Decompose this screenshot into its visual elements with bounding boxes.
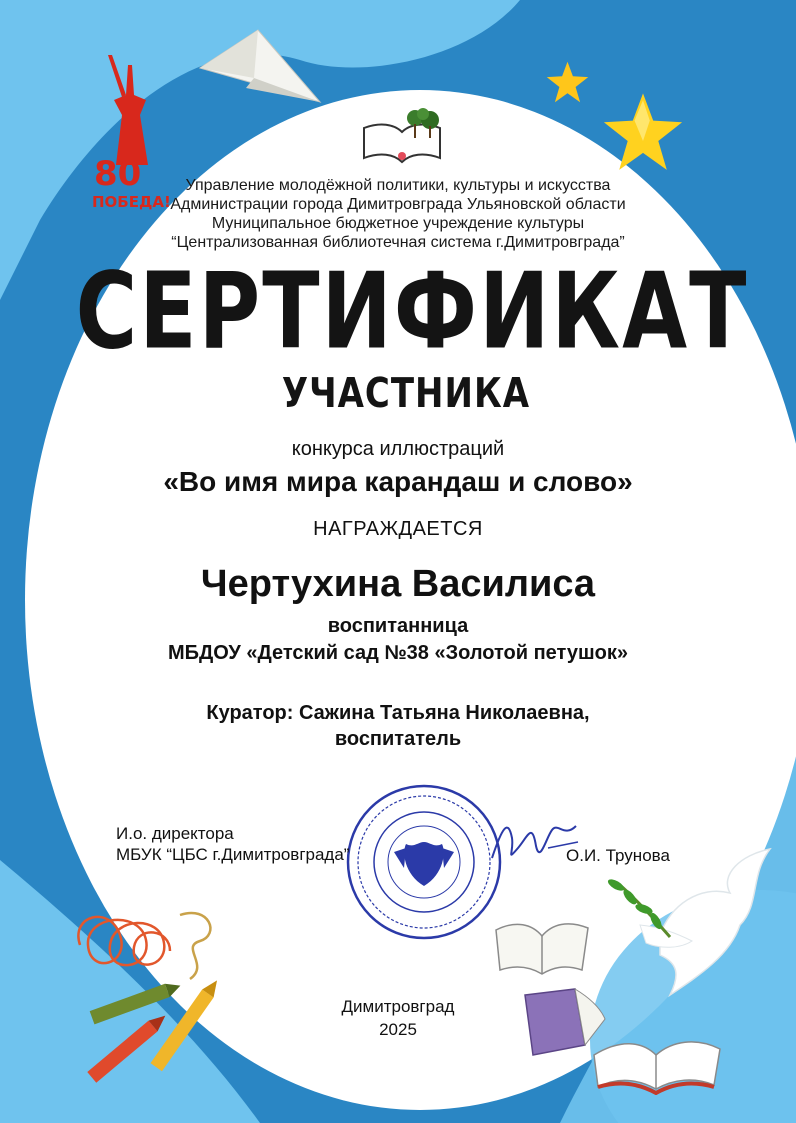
signer-name: О.И. Трунова bbox=[566, 846, 670, 865]
certificate-title: СЕРТИФИКАТ bbox=[75, 249, 749, 373]
org-line: Управление молодёжной политики, культуры и искусства bbox=[185, 177, 611, 194]
star-icon bbox=[598, 90, 688, 175]
contest-intro: конкурса иллюстраций bbox=[291, 438, 505, 460]
signer-position-line1: И.о. директора bbox=[116, 824, 234, 843]
library-logo-icon bbox=[360, 108, 445, 166]
footer-city: Димитровград bbox=[341, 997, 455, 1016]
org-line: Муниципальное бюджетное учреждение культуры bbox=[211, 215, 585, 232]
curator-block bbox=[0, 700, 796, 752]
curator-name: Куратор: Сажина Татьяна Николаевна, bbox=[206, 702, 590, 724]
footer-year: 2025 bbox=[379, 1020, 417, 1039]
curator-position: воспитатель bbox=[334, 728, 462, 750]
org-line: “Централизованная библиотечная система г.Димитровграда” bbox=[171, 234, 625, 251]
official-stamp bbox=[344, 782, 504, 942]
book-icon bbox=[492, 910, 592, 980]
org-line: Администрации города Димитровграда Ульяновской области bbox=[170, 196, 626, 213]
badge-number: 80 bbox=[94, 154, 142, 194]
awarded-label: НАГРАЖДАЕТСЯ bbox=[313, 518, 483, 540]
badge-text: ПОБЕДА! bbox=[92, 193, 171, 211]
signer-position bbox=[116, 823, 349, 865]
star-icon bbox=[545, 60, 590, 105]
dove-icon bbox=[600, 845, 775, 1010]
signer-position-line2: МБУК “ЦБС г.Димитровграда” bbox=[116, 845, 350, 864]
recipient-organization: МБДОУ «Детский сад №38 «Золотой петушок» bbox=[168, 642, 628, 664]
organization-header bbox=[0, 176, 796, 252]
paper-plane-icon bbox=[198, 28, 323, 108]
recipient-role: воспитанница bbox=[327, 615, 469, 637]
footer-block bbox=[0, 995, 796, 1041]
certificate-subtitle: УЧАСТНИКА bbox=[281, 370, 531, 418]
contest-name: «Во имя мира карандаш и слово» bbox=[163, 466, 633, 497]
recipient-name: Чертухина Василиса bbox=[200, 563, 596, 605]
